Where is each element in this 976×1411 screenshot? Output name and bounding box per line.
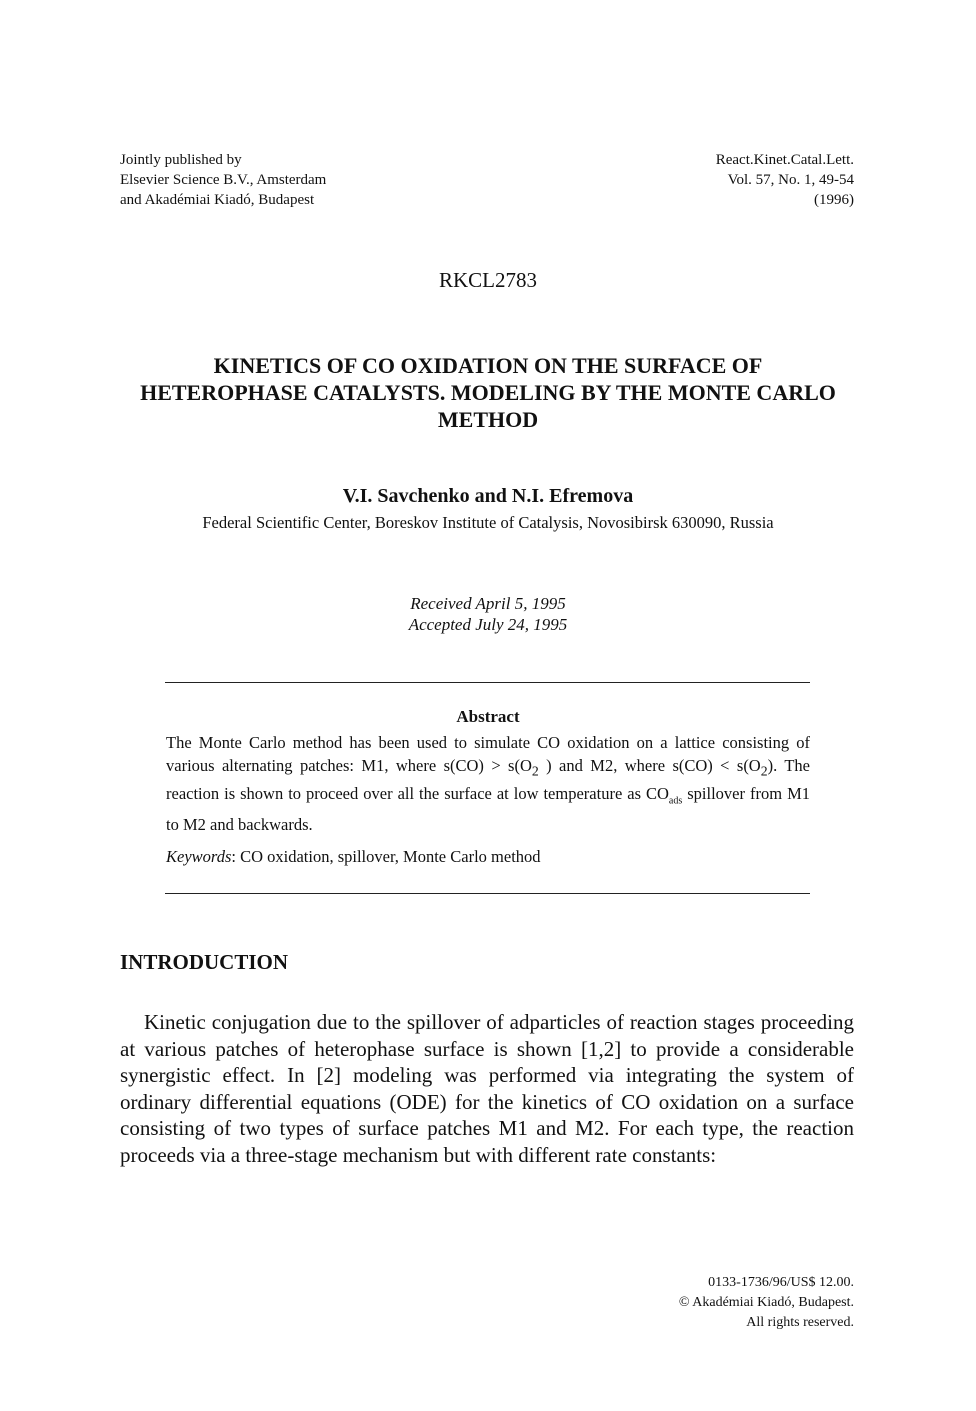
publisher-block (120, 150, 326, 210)
title-line: HETEROPHASE CATALYSTS. MODELING BY THE MONTE CARLO (140, 380, 836, 405)
paper-code: RKCL2783 (438, 268, 537, 292)
journal-name: React.Kinet.Catal.Lett. (715, 152, 854, 168)
subscript: ads (668, 795, 683, 807)
submission-dates (0, 593, 976, 635)
accepted-date: Accepted July 24, 1995 (408, 615, 568, 634)
footer-line: 0133-1736/96/US$ 12.00. (708, 1275, 854, 1290)
abstract-text (166, 731, 810, 836)
subscript: 2 (531, 763, 539, 779)
intro-paragraph: Kinetic conjugation due to the spillover of adparticles of reaction stages proceeding at various patches of heterophase surface is shown [1,2] to provide a considerable synergistic effect. In [2] modeling was performed via integrating the system of ordinary differential equations (ODE) for the kinetics of CO oxidation on a surface consisting of two types of surface patches M1 and M2. For each type, the reaction proceeds via a three-stage mechanism but with different rate constants: (120, 1010, 854, 1167)
paper-title (110, 352, 866, 433)
journal-year: (1996) (814, 192, 854, 208)
abstract-part: spillover from M1 to M2 and backwards. (166, 784, 810, 834)
footer-line: All rights reserved. (746, 1315, 854, 1330)
keywords-text: : CO oxidation, spillover, Monte Carlo method (231, 847, 541, 866)
publisher-line: Elsevier Science B.V., Amsterdam (120, 172, 327, 188)
footer-line: © Akadémiai Kiadó, Budapest. (678, 1295, 854, 1310)
journal-volume: Vol. 57, No. 1, 49-54 (727, 172, 854, 188)
journal-citation-block (716, 150, 854, 210)
top-divider (165, 682, 810, 683)
publisher-line: Jointly published by (120, 152, 242, 168)
keywords-label: Keywords (166, 847, 232, 866)
bottom-divider (165, 893, 810, 894)
authors: V.I. Savchenko and N.I. Efremova (342, 485, 634, 507)
copyright-footer (679, 1273, 854, 1333)
received-date: Received April 5, 1995 (410, 594, 566, 613)
affiliation: Federal Scientific Center, Boreskov Institute of Catalysis, Novosibirsk 630090, Russia (202, 513, 774, 532)
title-line: METHOD (437, 407, 539, 432)
title-line: KINETICS OF CO OXIDATION ON THE SURFACE OF (213, 353, 763, 378)
abstract-part: The Monte Carlo method has been used to simulate CO oxidation on a lattice consisting of various alternating patches: M1, where s(CO) > s(O (166, 733, 810, 775)
abstract-heading: Abstract (456, 707, 520, 726)
keywords (166, 847, 541, 867)
subscript: 2 (760, 763, 768, 779)
publisher-line: and Akadémiai Kiadó, Budapest (120, 192, 315, 208)
abstract-part: ) and M2, where s(CO) < s(O (538, 756, 761, 775)
section-heading: INTRODUCTION (120, 950, 289, 974)
abstract-part: ). The reaction is shown to proceed over all the surface at low temperature as CO (166, 756, 810, 804)
